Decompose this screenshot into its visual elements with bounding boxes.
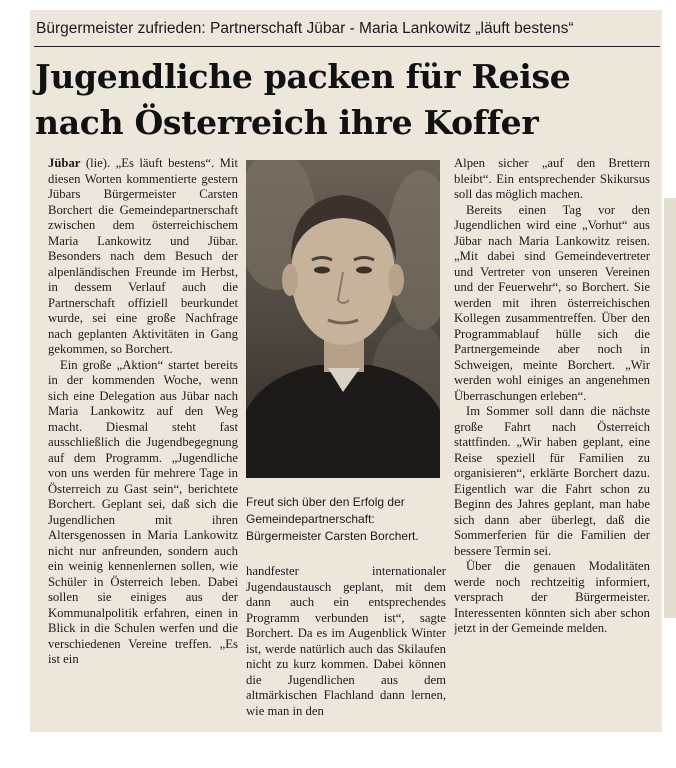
article-paragraph: handfester internationaler Jugendaustausch geplant, mit dem dann auch ein entsprechendes Programm verbunden ist“, sagte Borchert. Da es im Augenblick Winter ist, werde natürlich auch das Skilaufen nicht zu kurz kommen. Dabei können die Jugendlichen aus dem altmärkischen Flachland dann lernen, wie man in den bbox=[246, 564, 446, 718]
article-column-1 bbox=[48, 156, 238, 726]
photo-caption: Freut sich über den Erfolg der Gemeindepartnerschaft: Bürgermeister Carsten Borchert. bbox=[246, 495, 419, 543]
kicker-text: Bürgermeister zufrieden: Partnerschaft Jübar - Maria Lankowitz „läuft bestens“ bbox=[36, 20, 574, 37]
article-paragraph: Ein große „Aktion“ startet bereits in der kommenden Woche, wenn sich eine Delegation aus Jübar nach Maria Lankowitz auf den Weg macht. Diesmal steht fast ausschließlich die Jugendbegegnung auf dem Programm. „Jugendliche von uns werden für mehrere Tage in Österreich zu Gast sein“, berichtete Borchert. Geplant sei, daß sich die Jugendlichen mit ihren Altersgenossen in Maria Lankowitz nicht nur anfreunden, sondern auch ein weinig kennenlernen sollen, wie Schüler in Österreich leben. Dabei sollen sie einiges aus der Kommunalpolitik erfahren, einen in Blick in die Schulen werfen und die verschiedenen Vereine treffen. „Es ist ein bbox=[48, 357, 238, 666]
portrait-illustration bbox=[246, 160, 440, 478]
article-paragraph: Bereits einen Tag vor den Jugendlichen wird eine „Vorhut“ aus Jübar nach Maria Lankowitz reisen. „Mit dabei sind Gemeindevertreter und Vertreter von unseren Vereinen und der Feuerwehr“, so Borchert. Sie werden mit ihren österreichischen Kollegen zusammentreffen. Über den Programmablauf hülle sich die Partnergemeinde aber noch in Schweigen, meinte Borchert. „Wir werden wohl einiges an angenehmen Überraschungen erleben“. bbox=[454, 202, 650, 403]
dateline: Jübar bbox=[48, 156, 81, 170]
headline bbox=[35, 54, 655, 146]
article-paragraph: Im Sommer soll dann die nächste große Fahrt nach Österreich stattfinden. „Wir haben geplant, eine Reise speziell für Familien zu organisieren“, erklärte Borchert dazu. Eigentlich war die Fahrt schon zu Beginn des Jahres geplant, man habe sich dann aber überlegt, daß die Sommerferien für die Familien der bessere Termin sei. bbox=[454, 404, 650, 558]
kicker-divider bbox=[34, 46, 660, 47]
headline-line-2: nach Österreich ihre Koffer bbox=[35, 103, 539, 142]
article-column-3 bbox=[454, 156, 650, 726]
kicker-line bbox=[30, 14, 662, 42]
article-column-2 bbox=[246, 564, 446, 726]
article-paragraph: Alpen sicher „auf den Brettern bleibt“. Ein entsprechender Skikursus soll das möglich machen. bbox=[454, 156, 650, 201]
portrait-photo bbox=[246, 160, 440, 478]
headline-line-1: Jugendliche packen für Reise bbox=[35, 57, 571, 96]
adjacent-clipping-edge bbox=[664, 198, 676, 618]
article-paragraph bbox=[48, 156, 238, 358]
article-paragraph: Über die genauen Modalitäten werde noch rechtzeitig informiert, versprach der Bürgermeister. Interessenten könnten sich aber schon jetzt in der Gemeinde melden. bbox=[454, 559, 650, 635]
newspaper-clipping bbox=[30, 10, 662, 732]
paragraph-text: (lie). „Es läuft bestens“. Mit diesen Worten kommentierte gestern Jübars Bürgermeister Carsten Borchert die Gemeindepartnerschaft zwischen dem österreichischem Maria Lankowitz und Jübar. Besonders nach dem Besuch der alpenländischen Freunde im Herbst, in dessem Verlauf auch die Partnerschaft offiziell beurkundet wurde, sei eine große Nachfrage nach geplanten Aktivitäten in Gang gekommen, so Borchert. bbox=[48, 156, 238, 356]
